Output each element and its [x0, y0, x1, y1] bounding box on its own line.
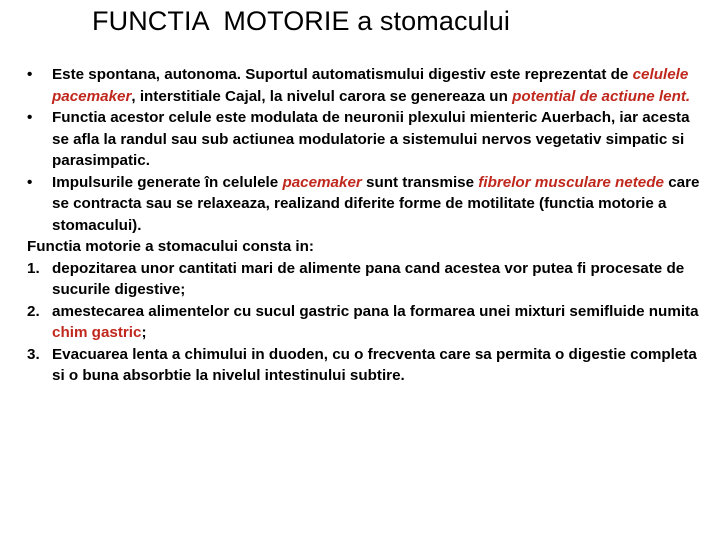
- numbered-item-depozitare: [27, 258, 707, 301]
- bullet-text: care se contracta sau se relaxeaza, realizand diferite forme de motilitate (functia motorie a stomacului).: [52, 173, 700, 234]
- list-text: amestecarea alimentelor cu sucul gastric pana la formarea unei mixturi semifluide numita: [52, 302, 699, 320]
- list-number: 2.: [27, 302, 40, 320]
- list-intro: Functia motorie a stomacului consta in:: [27, 238, 314, 255]
- bullet-text: sunt transmise: [361, 173, 479, 191]
- highlight-celulele-pacemaker: celulele pacemaker: [52, 66, 689, 105]
- list-number: 1.: [27, 259, 40, 277]
- list-text: ;: [141, 324, 147, 341]
- highlight-chim-gastric: chim gastric: [52, 324, 142, 341]
- list-text: Evacuarea lenta a chimului in duoden, cu o frecventa care sa permita o digestie completa si o buna absorbtie la nivelul intestinului subtire.: [52, 345, 697, 384]
- slide-content: [27, 64, 707, 387]
- bullet-marker: •: [27, 173, 33, 191]
- bullet-text: , interstitiale Cajal, la nivelul carora se genereaza un: [131, 87, 513, 105]
- bullet-text: Este spontana, autonoma. Suportul automatismului digestiv este reprezentat de: [52, 66, 633, 83]
- numbered-item-amestecare: [27, 301, 707, 344]
- bullet-item-impulses: [27, 172, 707, 237]
- list-text: depozitarea unor cantitati mari de alimente pana cand acestea vor putea fi procesate de sucurile digestive;: [52, 259, 685, 298]
- bullet-text: Impulsurile generate în celulele: [52, 173, 283, 191]
- numbered-item-evacuare: [27, 344, 707, 387]
- bullet-text: Functia acestor celule este modulata de neuronii plexului mienteric Auerbach, iar acesta se afla la randul sau sub actiunea modulatorie a sistemului nervos vegetativ simpatic si parasimpatic.: [52, 109, 690, 169]
- bullet-item-modulation: [27, 107, 707, 172]
- list-number: 3.: [27, 345, 40, 363]
- highlight-pacemaker: pacemaker: [282, 173, 362, 191]
- highlight-fibre-musculare: fibrelor musculare netede: [478, 173, 664, 191]
- slide-title: FUNCTIA MOTORIE a stomacului: [92, 6, 510, 36]
- highlight-potential-actiune: potential de actiune lent.: [512, 87, 691, 105]
- bullet-marker: •: [27, 109, 33, 126]
- bullet-marker: •: [27, 66, 33, 83]
- bullet-item-automatism: [27, 64, 707, 107]
